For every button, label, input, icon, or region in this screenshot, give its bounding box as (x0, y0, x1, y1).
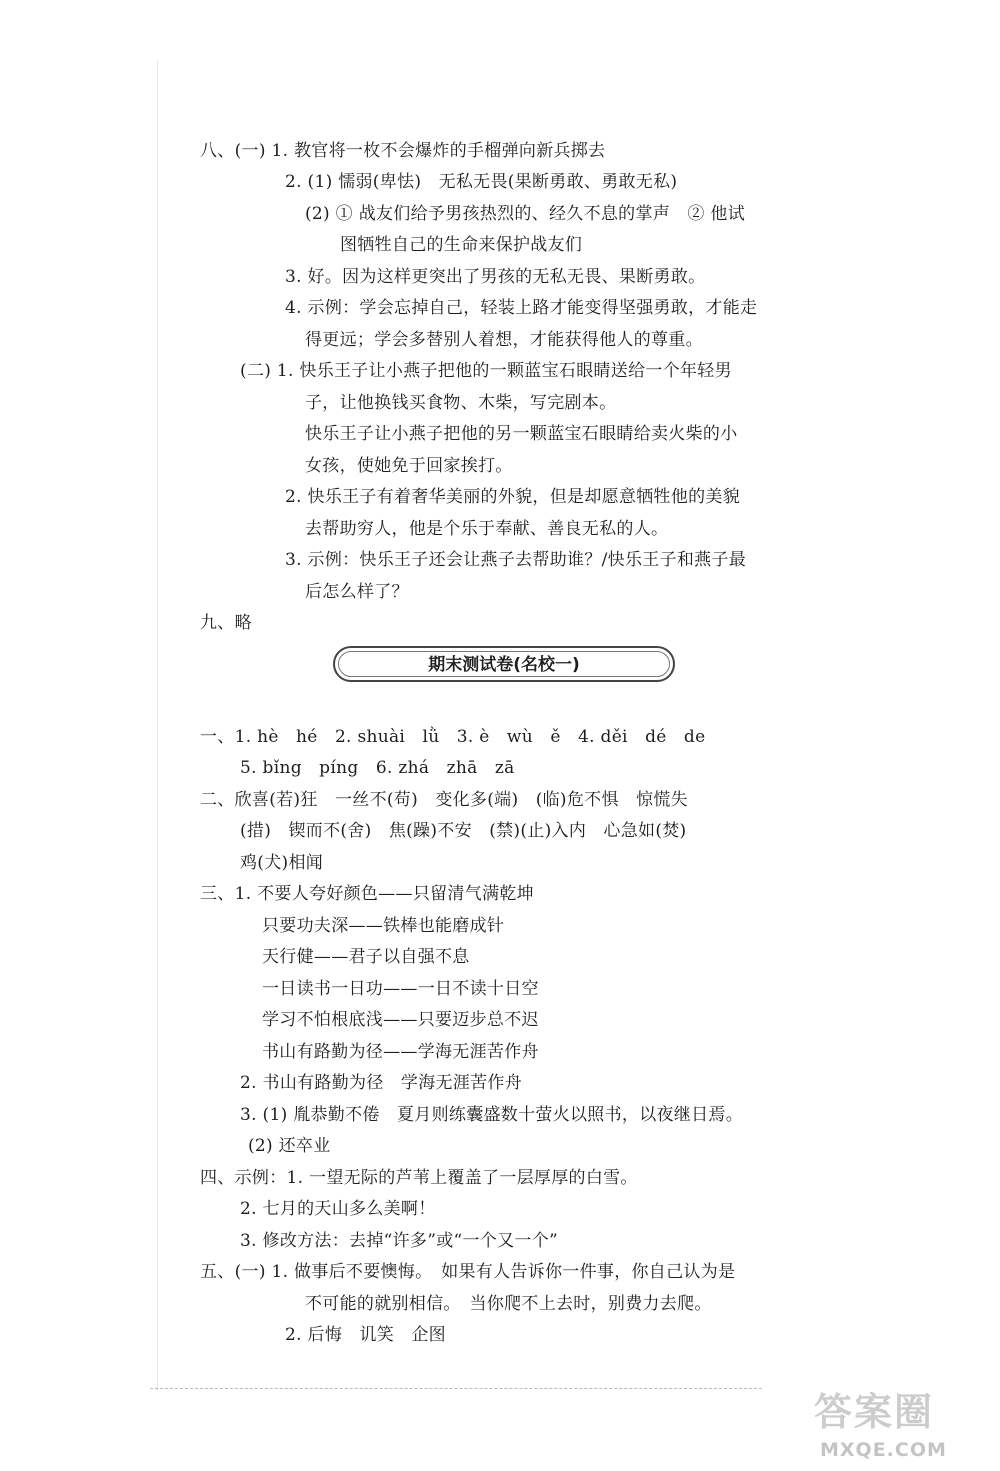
text-line: (2) 还卒业 (248, 1136, 331, 1156)
text-line: 四、示例：1. 一望无际的芦苇上覆盖了一层厚厚的白雪。 (200, 1168, 638, 1188)
text-line: 3. (1) 胤恭勤不倦 夏月则练囊盛数十萤火以照书，以夜继日焉。 (240, 1105, 744, 1125)
text-line: 学习不怕根底浅——只要迈步总不迟 (262, 1010, 539, 1030)
text-line: 4. 示例：学会忘掉自己，轻装上路才能变得坚强勇敢，才能走 (285, 298, 758, 318)
text-line: 三、1. 不要人夸好颜色——只留清气满乾坤 (200, 884, 534, 904)
text-line: (二) 1. 快乐王子让小燕子把他的一颗蓝宝石眼睛送给一个年轻男 (240, 361, 732, 381)
text-line: 只要功夫深——铁棒也能磨成针 (262, 916, 505, 936)
text-line: 快乐王子让小燕子把他的另一颗蓝宝石眼睛给卖火柴的小 (305, 424, 738, 444)
bottom-rule (150, 1388, 762, 1389)
margin-line (157, 60, 158, 1390)
watermark-logo: 答案圈 (814, 1390, 935, 1434)
text-line: 一、1. hè hé 2. shuài lǜ 3. è wù ě 4. děi dé de (200, 727, 706, 747)
text-line: 2. 快乐王子有着奢华美丽的外貌，但是却愿意牺牲他的美貌 (285, 487, 741, 507)
text-line: 九、略 (200, 613, 252, 633)
text-line: 2. 书山有路勤为径 学海无涯苦作舟 (240, 1073, 523, 1093)
text-line: 八、(一) 1. 教官将一枚不会爆炸的手榴弹向新兵掷去 (200, 141, 606, 161)
text-line: 书山有路勤为径——学海无涯苦作舟 (262, 1042, 539, 1062)
text-line: 2. 七月的天山多么美啊！ (240, 1199, 436, 1219)
text-line: 得更远；学会多替别人着想，才能获得他人的尊重。 (305, 330, 703, 350)
text-line: 五、(一) 1. 做事后不要懊悔。 如果有人告诉你一件事，你自己认为是 (200, 1262, 736, 1282)
watermark (810, 1388, 990, 1468)
text-line: 3. 示例：快乐王子还会让燕子去帮助谁？/快乐王子和燕子最 (285, 550, 747, 570)
text-line: 图牺牲自己的生命来保护战友们 (340, 235, 583, 255)
text-line: 2. (1) 懦弱(卑怯) 无私无畏(果断勇敢、勇敢无私) (285, 172, 678, 192)
text-line: 2. 后悔 讥笑 企图 (285, 1325, 446, 1345)
text-line: (2) ① 战友们给予男孩热烈的、经久不息的掌声 ② 他试 (305, 204, 745, 224)
text-line: 子，让他换钱买食物、木柴，写完剧本。 (305, 393, 617, 413)
text-line: 二、欣喜(若)狂 一丝不(苟) 变化多(端) (临)危不惧 惊慌失 (200, 790, 688, 810)
section-title: 期末测试卷(名校一) (428, 655, 580, 675)
text-line: 女孩，使她免于回家挨打。 (305, 456, 513, 476)
text-line: 3. 好。因为这样更突出了男孩的无私无畏、果断勇敢。 (285, 267, 706, 287)
watermark-url: MXQE.COM (820, 1439, 947, 1461)
text-line: 不可能的就别相信。 当你爬不上去时，别费力去爬。 (305, 1294, 712, 1314)
text-line: 后怎么样了？ (305, 582, 409, 602)
section-banner (333, 646, 675, 682)
text-line: 3. 修改方法：去掉“许多”或“一个又一个” (240, 1231, 558, 1251)
text-line: 5. bǐng píng 6. zhá zhā zā (240, 758, 515, 778)
text-line: 一日读书一日功——一日不读十日空 (262, 979, 539, 999)
text-line: 鸡(犬)相闻 (240, 853, 324, 873)
text-line: 天行健——君子以自强不息 (262, 947, 470, 967)
text-line: (措) 锲而不(舍) 焦(躁)不安 (禁)(止)入内 心急如(焚) (240, 821, 687, 841)
text-line: 去帮助穷人，他是个乐于奉献、善良无私的人。 (305, 519, 669, 539)
